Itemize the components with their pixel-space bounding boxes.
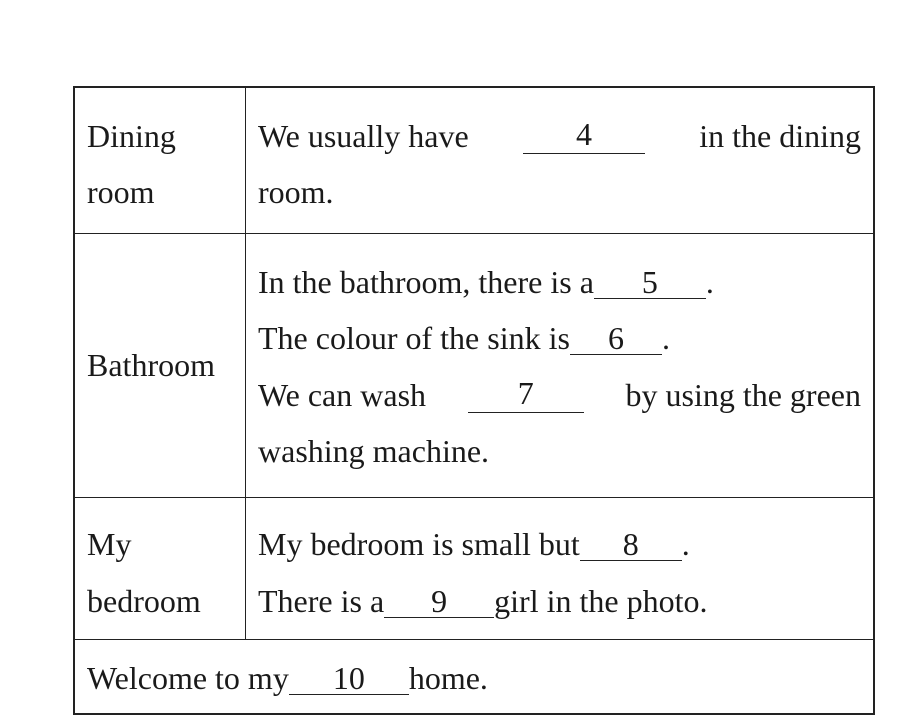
answer-blank-7: 7 <box>468 377 584 413</box>
row-content-bedroom <box>246 498 873 639</box>
table-row-dining-room <box>75 88 873 234</box>
text: . <box>681 526 690 562</box>
label-line: Dining <box>87 118 176 154</box>
text: We usually have <box>258 118 469 154</box>
text: Welcome to my <box>87 660 289 696</box>
label-line: room <box>87 174 155 210</box>
text: washing machine. <box>258 433 490 469</box>
text: . <box>705 264 714 300</box>
row-content-bathroom <box>246 234 873 497</box>
text: . <box>661 320 670 356</box>
label-text: Bathroom <box>87 347 215 383</box>
answer-blank-5: 5 <box>594 266 706 299</box>
text: by using the green <box>625 377 861 413</box>
worksheet-table <box>73 86 875 715</box>
table-row-bathroom <box>75 234 873 498</box>
text: In the bathroom, there is a <box>258 264 594 300</box>
answer-blank-10: 10 <box>289 662 409 695</box>
text: There is a <box>258 583 385 619</box>
table-row-bedroom <box>75 498 873 640</box>
text: We can wash <box>258 377 427 413</box>
answer-blank-4: 4 <box>523 118 645 154</box>
answer-blank-6: 6 <box>570 322 662 355</box>
answer-blank-8: 8 <box>580 528 682 561</box>
text: in the dining <box>699 118 861 154</box>
row-label-bathroom <box>75 234 246 497</box>
label-line: bedroom <box>87 583 201 619</box>
text: home. <box>408 660 488 696</box>
text: room. <box>258 174 334 210</box>
row-label-dining-room <box>75 88 246 233</box>
row-content-dining-room <box>246 88 873 233</box>
text: My bedroom is small but <box>258 526 580 562</box>
text: girl in the photo. <box>494 583 708 619</box>
text: The colour of the sink is <box>258 320 570 356</box>
label-line: My <box>87 526 132 562</box>
row-label-bedroom <box>75 498 246 639</box>
table-row-welcome <box>75 640 873 713</box>
answer-blank-9: 9 <box>384 585 494 618</box>
